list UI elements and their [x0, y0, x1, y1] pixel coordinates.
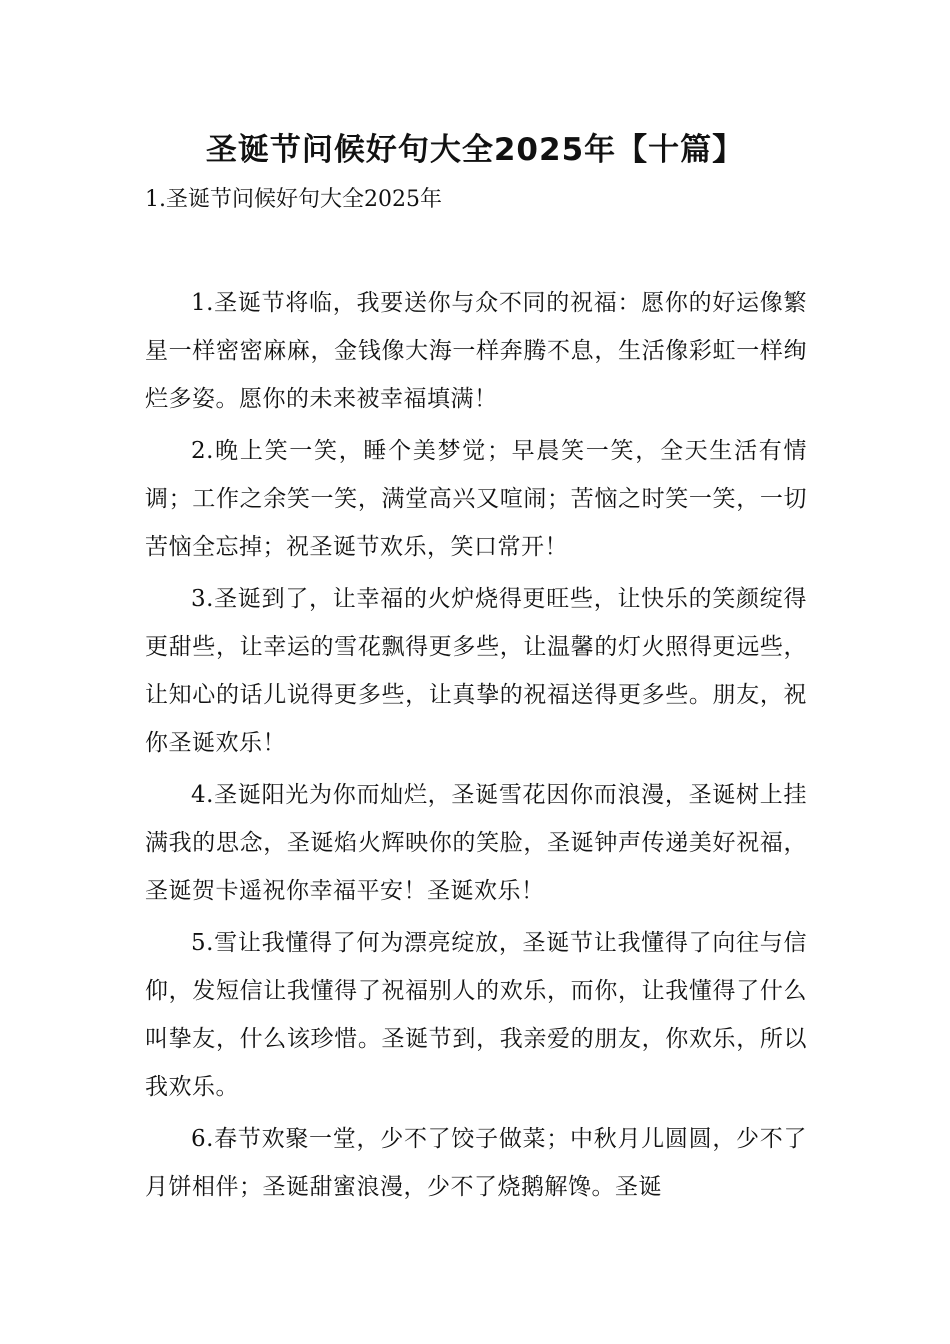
paragraph-6: 6.春节欢聚一堂，少不了饺子做菜；中秋月儿圆圆，少不了月饼相伴；圣诞甜蜜浪漫，少不了烧鹅解馋。圣诞: [145, 1126, 807, 1200]
document-body: [145, 279, 807, 1215]
paragraph-2: 2.晚上笑一笑，睡个美梦觉；早晨笑一笑，全天生活有情调；工作之余笑一笑，满堂高兴又喧闹；苦恼之时笑一笑，一切苦恼全忘掉；祝圣诞节欢乐，笑口常开！: [145, 438, 807, 560]
document-title: 圣诞节问候好句大全2025年【十篇】: [205, 132, 745, 168]
paragraph-3: 3.圣诞到了，让幸福的火炉烧得更旺些，让快乐的笑颜绽得更甜些，让幸运的雪花飘得更多些，让温馨的灯火照得更远些，让知心的话儿说得更多些，让真挚的祝福送得更多些。朋友，祝你圣诞欢乐！: [145, 586, 807, 756]
section-heading: 1.圣诞节问候好句大全2025年: [145, 187, 442, 212]
paragraph-5: 5.雪让我懂得了何为漂亮绽放，圣诞节让我懂得了向往与信仰，发短信让我懂得了祝福别人的欢乐，而你，让我懂得了什么叫挚友，什么该珍惜。圣诞节到，我亲爱的朋友，你欢乐，所以我欢乐。: [145, 930, 807, 1100]
paragraph-4: 4.圣诞阳光为你而灿烂，圣诞雪花因你而浪漫，圣诞树上挂满我的思念，圣诞焰火辉映你的笑脸，圣诞钟声传递美好祝福，圣诞贺卡遥祝你幸福平安！圣诞欢乐！: [145, 782, 807, 904]
paragraph-1: 1.圣诞节将临，我要送你与众不同的祝福：愿你的好运像繁星一样密密麻麻，金钱像大海一样奔腾不息，生活像彩虹一样绚烂多姿。愿你的未来被幸福填满！: [145, 290, 807, 412]
